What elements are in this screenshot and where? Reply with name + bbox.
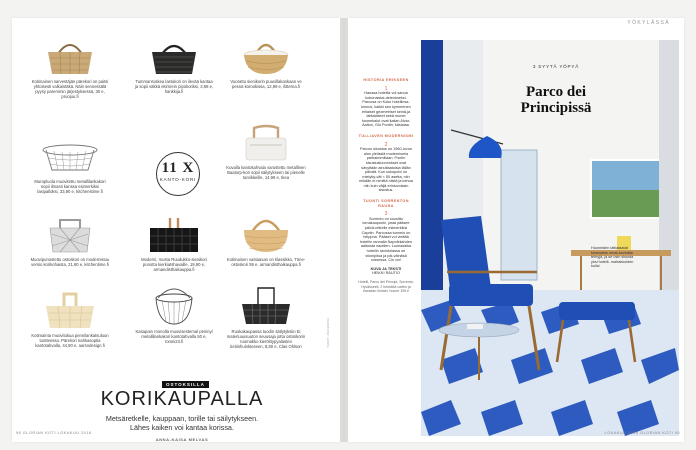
chip-basket-image	[40, 36, 100, 76]
section-tag: YÖKYLÄSSÄ	[627, 20, 670, 26]
text-heading: TUONTI SORRENTON RAUHA	[363, 199, 409, 208]
photo-credit: TEKSTI: JÄRVENPÄÄ	[326, 318, 330, 348]
product-caption: Kotimainta muovitukua pennilankatsuluun tuotteessa. Pärekori nahkasoptia kantotahvalla, 44,90 e, aarsodesign.fi	[31, 333, 109, 348]
product-birch-chip-basket	[30, 290, 110, 348]
wicker-basket-image	[236, 36, 296, 76]
product-caption: Vuorattu sienikorin puuvillakankaan ve pesnä korookissa, 12,99 e, ilitterna.fi	[230, 79, 302, 89]
sidebar-text-column	[358, 78, 414, 294]
product-caption: Ruokakaupassa tuodin sätlytyksiin Ei materiuuusuuton seuusaja jotta ostoskorin ruomakko kierölöypyalasten tietiinhuinkteseen, 8,50 e, Clas Ohlson	[226, 329, 306, 349]
text-body: Parcon sisustus on 1960-luvun alun ylelisslä modernismia parhaimmillaan. Pontin sisustusluonnokset ovat sävyltään ainutlaatuisia tällän päivää. Kun sukupolvi on mielytty-vät < 50 asetta, niin mikään ei nimittä niistä ja kehua niin kuin väljä eriniuvoissin sisustus.	[359, 147, 413, 193]
product-caption: Muropluola muovitettu metallilankakori sopii ilmasti kanssa esimerkiksi lasipalloksi, 33,90 e, kitchenstime.fi	[34, 179, 106, 194]
product-caption: Kotimainen vastaavan on klassikko, Töne-ostoskori 59 e, armandisthaikauppa.fi	[226, 257, 306, 267]
text-heading: HISTORIA ERIKSEEN	[363, 78, 409, 82]
black-check-basket-image	[144, 214, 204, 254]
birch-basket-image	[40, 290, 100, 330]
section-kicker: OSTOKSILLA	[162, 381, 209, 388]
photo-caption: Huoneiden lattialaatat toimiodisk ornat-kuviokta tehtyjä, ja se osin sisusta yksi hotelli- mahakkoiden kulisi.	[591, 246, 634, 269]
wire-bucket-image	[144, 286, 204, 326]
text-body: Hanasa hotellia voi sanoa kokonaistai-deteokseksi. Parcosa on Koko hotellinsa-kinnus, kaikki sen kymmenen erilaiset geometriset seinä-ja lattiataiteet sekä monet huonekalut ovat italian Alvar-Aalton, Gió Pontin, käsialaa.	[361, 91, 411, 128]
black-basket-image	[144, 36, 204, 76]
black-crate-image	[236, 286, 296, 326]
product-wire-bucket-basket	[134, 286, 214, 344]
page-folio: 96 GLORIAN KOTI LOKAKUU 2016	[16, 430, 92, 435]
right-page	[348, 18, 684, 442]
reason-number: 2	[384, 141, 388, 148]
deck-line: Lähes kaiken voi kantaa korissa.	[130, 422, 234, 432]
product-wicker-shopping-basket	[226, 214, 306, 267]
text-body: Sorrento on suosittu lomakaupunki, josta pääsee päivä-retkelle esimerkiksi Capriin. Parcossa tunnelu on helppoa. Pääset voi viettää hotellin rannalla Napolinlahden aaltoista nauttien. Lounasaika hotellin ravintolassa on viiunlpitoa ja päi-väinäsä rossessa. Cin cin!	[360, 216, 412, 263]
product-caption: Tummanruskea lastukori on ilevää kantaa ja sopii väkkä ekimrein pipokoriksi, 3,98 e, hankkija.fi	[134, 79, 214, 94]
signature-name: HEIKKI RAUTIO	[372, 271, 400, 276]
product-caption: Kasapain roonolla muovisestemal peninyl metallilankakori kantotahvalla 50 e, roomi23.fi	[135, 329, 213, 344]
product-caption: Kuvalla kantokahvala varustettu metallinen Baatorp-kori sopii säilytykseen tai pienelle tarvikkeille, 14,99 e, Ikea	[226, 165, 306, 180]
product-caption: Kotimainen sarvestäjän pärekori on paitsi yhtoisesti valkaistäkä. Näin sennessälä pyysy paremmin järjestyksessä, 30 e, pruojuu.fi	[31, 79, 109, 99]
product-white-storage-basket	[226, 122, 306, 180]
product-wire-basket	[30, 136, 110, 194]
reason-number: 1	[384, 85, 388, 92]
article-headline: KORIKAUPALLA	[100, 388, 264, 410]
deck-line: Metsäretkelle, kauppaan, torille tai säilytykseen.	[105, 414, 259, 423]
product-caption: Moderni, musta Ruudukko-sienikori punotta kierkiatshavaille, 19,90 e, armandisthaikauppa.fi	[141, 257, 207, 272]
text-heading: TULLIAVEN MODERNISMI	[358, 133, 414, 138]
product-chip-basket	[30, 36, 110, 99]
small-photo-caption: Hotelli, Parco dei Principi, Sorrento; Hyväkseeti, 2 henkilöä varten ja hanskan hintain, huone 199 e	[358, 279, 414, 294]
product-caption: Muovipunostettu ostoskori on modernistuu versio korikohaista, 21,90 e, kitchentime.fi	[30, 257, 110, 267]
product-plastic-shopping-basket	[30, 214, 110, 267]
white-basket-image	[236, 122, 296, 162]
wire-basket-image	[40, 136, 100, 176]
product-black-check-basket	[134, 214, 214, 272]
left-page	[12, 18, 340, 442]
reason-number: 3	[384, 211, 388, 218]
article-deck	[72, 415, 292, 432]
badge-text: KANTO-KORI	[159, 177, 197, 182]
wicker-shopping-basket-image	[236, 214, 296, 254]
signature-label: KUVA JA TEKSTI	[370, 266, 402, 271]
plastic-basket-image	[40, 214, 100, 254]
article-byline: ANNA-KAISA MELVAS	[155, 437, 209, 442]
count-badge	[156, 152, 200, 196]
product-wicker-lined-basket	[226, 36, 306, 89]
page-folio: LOKAKUU 2016 GLORIAN KOTI 95	[604, 430, 680, 435]
reasons-kicker: 3 SYYTÄ YÖPYÄ	[532, 64, 580, 69]
hotel-title: Parco dei Principissä	[520, 84, 592, 116]
product-woven-black-basket	[134, 36, 214, 94]
badge-number: 11 X	[161, 160, 195, 176]
product-black-crate-basket	[226, 286, 306, 349]
